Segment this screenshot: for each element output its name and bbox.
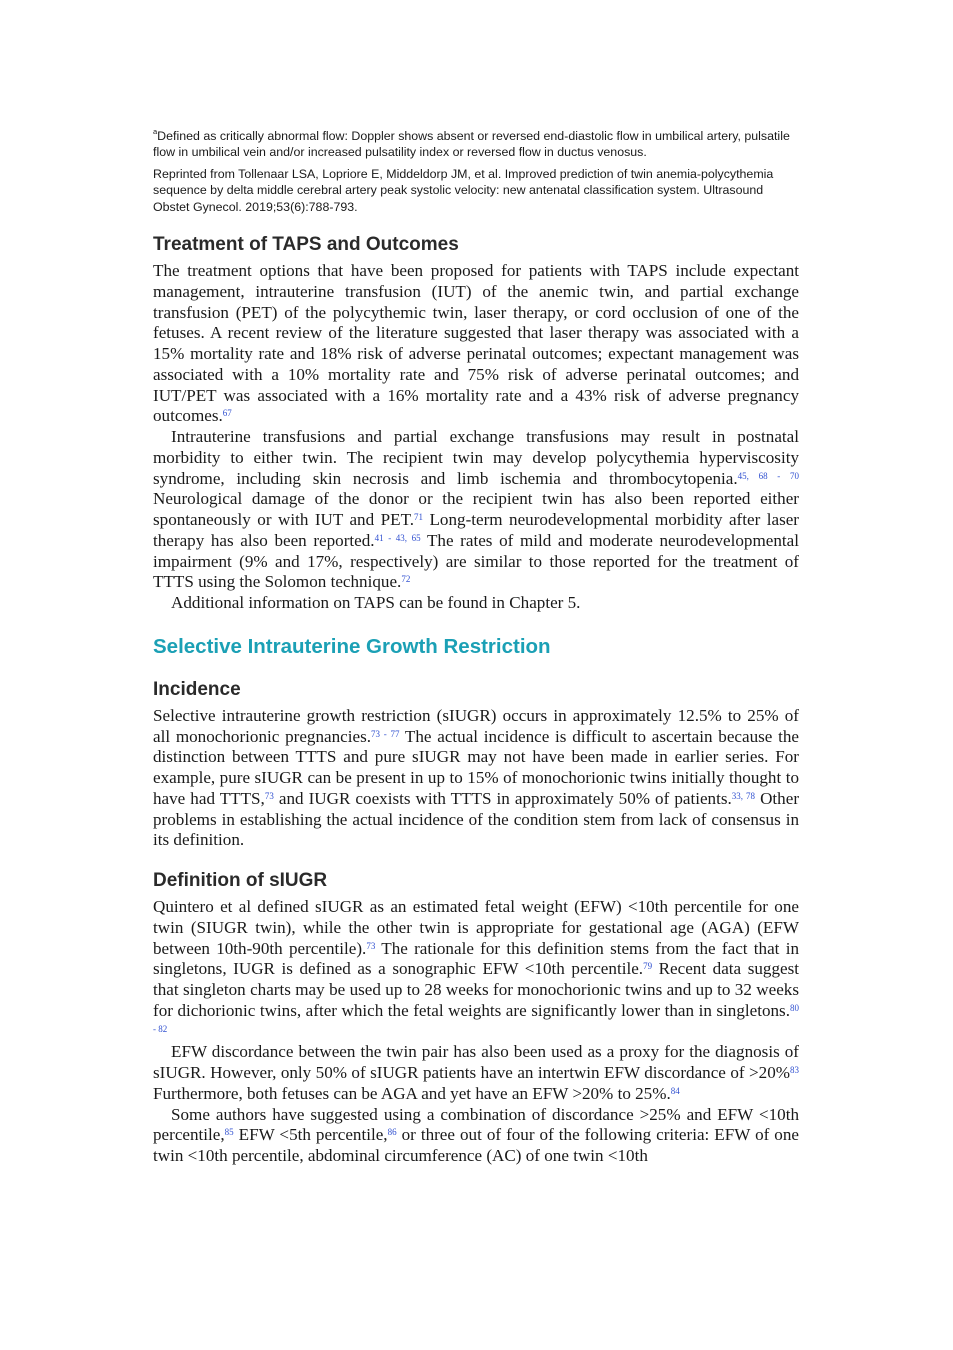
reference-link[interactable]: 85 [224, 1127, 234, 1138]
text-segment: Intrauterine transfusions and partial exchange transfusions may result in postnatal morbidity to either twin. The recipient twin may develop polycythemia hyperviscosity syndrome, including skin necrosis and limb ischemia and thrombocytopenia. [153, 427, 799, 488]
reference-link[interactable]: 33, 78 [731, 790, 756, 801]
reference-link[interactable]: 73 - 77 [371, 728, 400, 739]
text-segment: Some authors have suggested using a combination of discordance >25% and EFW <10th percentile, [153, 1104, 799, 1145]
text-segment: Neurological damage of the donor or the recipient twin has also been reported either spontaneously or with IUT and PET. [153, 489, 799, 530]
text-segment: Quintero et al defined sIUGR as an estimated fetal weight (EFW) <10th percentile for one twin (SIUGR twin), while the other twin is appropriate for gestational age (AGA) (EFW between 10th-90th percentile). [153, 897, 799, 958]
reference-link[interactable]: 67 [222, 408, 232, 419]
paragraph-efw-discordance [153, 1042, 799, 1104]
text-segment: Recent data suggest that singleton charts may be used up to 28 weeks for monochorionic twins and up to 32 weeks for dichorionic twins, after which the fetal weights are significantly lower than in singletons. [153, 959, 799, 1020]
paragraph-combination-criteria [153, 1105, 799, 1167]
reference-link[interactable]: 80 - 82 [153, 1002, 799, 1034]
paragraph-taps-additional: Additional information on TAPS can be found in Chapter 5. [171, 593, 581, 613]
paragraph-taps-options [153, 261, 799, 427]
text-segment: EFW discordance between the twin pair has also been used as a proxy for the diagnosis of sIUGR. However, only 50% of sIUGR patients have an intertwin EFW discordance of >20% [153, 1042, 799, 1083]
paragraph-incidence [153, 706, 799, 851]
heading-incidence: Incidence [153, 678, 241, 700]
text-segment: The rates of mild and moderate neurodevelopmental impairment (9% and 17%, respectively) are similar to those reported for the treatment of TTTS using the Solomon technique. [153, 530, 799, 592]
heading-treatment-taps: Treatment of TAPS and Outcomes [153, 234, 459, 256]
footnote-marker: a [153, 127, 158, 136]
footnote-defined-text: Defined as critically abnormal flow: Doppler shows absent or reversed end-diastolic flow in umbilical artery, pulsatile flow in umbilical vein and/or increased pulsatility index or reversed flow in ductus venosus. [153, 129, 790, 160]
reference-link[interactable]: 84 [670, 1085, 680, 1096]
reference-link[interactable]: 79 [643, 961, 653, 972]
text-segment: Selective intrauterine growth restriction (sIUGR) occurs in approximately 12.5% to 25% of all monochorionic pregnancies. [153, 705, 799, 746]
footnote-reprinted: Reprinted from Tollenaar LSA, Lopriore E, Middeldorp JM, et al. Improved prediction of twin anemia-polycythemia sequence by delta middle cerebral artery peak systolic velocity: new antenatal classification system. Ultrasound Obstet Gynecol. 2019;53(6):788-793. [153, 166, 774, 214]
reference-link[interactable]: 83 [790, 1065, 799, 1076]
section-heading-siugr: Selective Intrauterine Growth Restriction [153, 634, 551, 658]
text-segment: Other problems in establishing the actual incidence of the condition stem from lack of consensus in its definition. [153, 788, 800, 850]
paragraph-definition-quintero [153, 897, 799, 1042]
reference-link[interactable]: 86 [387, 1127, 397, 1138]
reference-link[interactable]: 73 [264, 790, 274, 801]
reference-link[interactable]: 71 [414, 512, 424, 523]
text-segment: The rationale for this definition stems from the fact that in singletons, IUGR is defined as a sonographic EFW <10th percentile. [153, 938, 799, 979]
footnote-defined [153, 128, 799, 161]
paragraph-taps-morbidity [153, 427, 799, 593]
document-page [153, 128, 799, 1167]
reference-link[interactable]: 45, 68 - 70 [737, 470, 799, 481]
heading-definition-siugr: Definition of sIUGR [153, 870, 328, 892]
reference-link[interactable]: 73 [366, 940, 376, 951]
reference-link[interactable]: 72 [401, 574, 411, 585]
text-segment: The actual incidence is difficult to ascertain because the distinction between TTTS and pure sIUGR may not have been made in earlier series. For example, pure sIUGR can be present in up to 15% of monochorionic twins initially thought to have had TTTS, [153, 726, 800, 808]
text-segment: The treatment options that have been proposed for patients with TAPS include expectant management, intrauterine transfusion (IUT) of the anemic twin, and partial exchange transfusion (PET) of the polycythemic twin, laser therapy, or cord occlusion of one of the fetuses. A recent review of the literature suggested that laser therapy was associated with a 15% mortality rate and 18% risk of adverse perinatal outcomes; expectant management was associated with a 10% mortality rate and 75% risk of adverse perinatal outcomes; and IUT/PET was associated with a 16% mortality rate and a 43% risk of adverse pregnancy outcomes. [153, 261, 799, 426]
text-segment: and IUGR coexists with TTTS in approximately 50% of patients. [273, 788, 732, 808]
text-segment: EFW <5th percentile, [233, 1125, 388, 1145]
text-segment: Furthermore, both fetuses can be AGA and yet have an EFW >20% to 25%. [153, 1083, 671, 1103]
text-segment: Long-term neurodevelopmental morbidity after laser therapy has also been reported. [153, 510, 799, 550]
text-segment: or three out of four of the following criteria: EFW of one twin <10th percentile, abdominal circumference (AC) of one twin <10th [153, 1125, 799, 1166]
reference-link[interactable]: 41 - 43, 65 [374, 532, 421, 543]
